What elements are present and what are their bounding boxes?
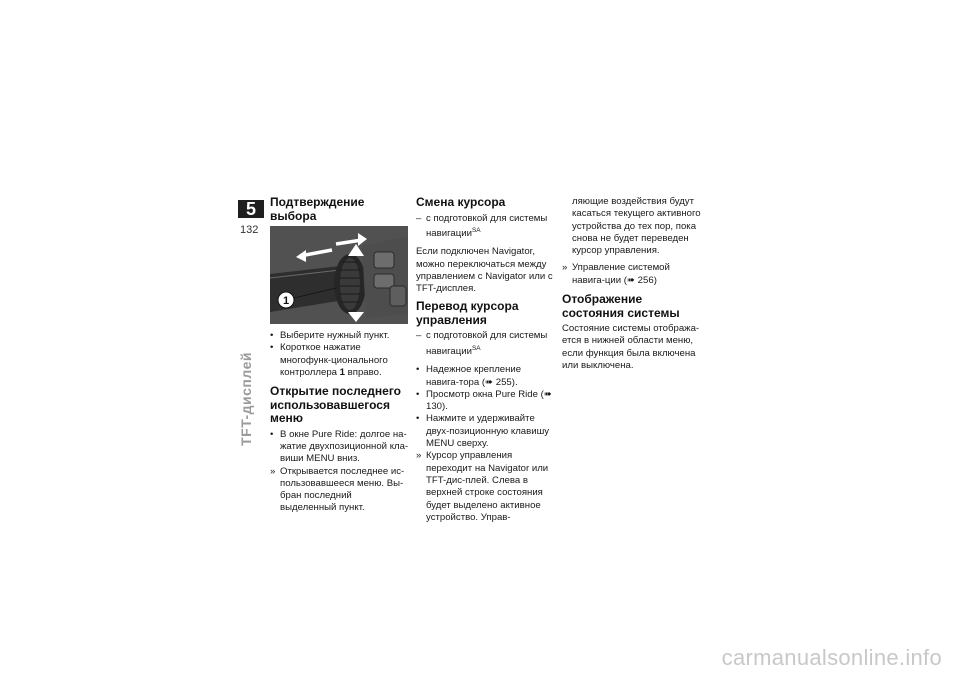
heading-open-last-menu: Открытие последнего использовавшегося меню: [270, 384, 401, 426]
page-number: 132: [240, 224, 259, 236]
precondition-list: [416, 213, 554, 241]
result-list: [562, 262, 704, 287]
list-item: • Выберите нужный пункт.: [270, 330, 390, 341]
list-item: » Управление системой навига-ции (➠ 256): [562, 262, 670, 286]
side-section-label: TFT-дисплей: [238, 352, 254, 446]
list-item: • Просмотр окна Pure Ride (➠ 130).: [416, 388, 552, 413]
transfer-steps-list: [416, 364, 554, 524]
list-item: » Курсор управления переходит на Navigator или TFT-дис-плей. Слева в верхней строке состояния будет выделено активное устройство. Управ-: [416, 450, 549, 523]
list-item: • Нажмите и удерживайте двух-позиционную клавишу MENU сверху.: [416, 413, 550, 450]
list-item: • Надежное крепление навига-тора (➠ 255).: [416, 364, 522, 388]
list-item: • В окне Pure Ride: долгое на-жатие двухпозиционной кла-виши MENU вниз.: [270, 428, 409, 465]
last-menu-steps-list: [270, 429, 410, 515]
watermark: carmanualsonline.info: [721, 645, 942, 670]
heading-change-cursor: Смена курсора: [416, 195, 506, 209]
chapter-tab: 5: [238, 200, 264, 218]
list-item: • Короткое нажатие многофунк-ционального контроллера 1 вправо.: [270, 342, 388, 378]
precondition-list: [416, 330, 554, 358]
column-1: [270, 196, 410, 521]
figure-callout-1: 1: [282, 295, 290, 307]
heading-confirm-selection: Подтверждение выбора: [270, 195, 365, 223]
list-item: – с подготовкой для системы навигации$^{SA}$: [416, 212, 548, 239]
confirm-steps-list: [270, 330, 410, 379]
handlebar-controller-figure: [270, 226, 408, 324]
list-item: » Открывается последнее ис-пользовавшееся меню. Вы-бран последний выделенный пункт.: [270, 465, 405, 514]
column-2: [416, 196, 554, 530]
paragraph: Если подключен Navigator, можно переключаться между управлением с Navigator или с TFT-дисплея.: [416, 246, 553, 295]
continued-paragraph: ляющие воздействия будут касаться текущего активного устройства до тех пор, пока снова не будет переведен курсор управления.: [572, 196, 701, 257]
heading-transfer-cursor: Перевод курсора управления: [416, 299, 519, 327]
heading-system-status: Отображение состояния системы: [562, 292, 680, 320]
list-item: – с подготовкой для системы навигации$^{SA}$: [416, 330, 548, 357]
paragraph: Состояние системы отобража-ется в нижней области меню, если функция была включена или выключена.: [562, 323, 700, 371]
column-3: [562, 196, 704, 377]
